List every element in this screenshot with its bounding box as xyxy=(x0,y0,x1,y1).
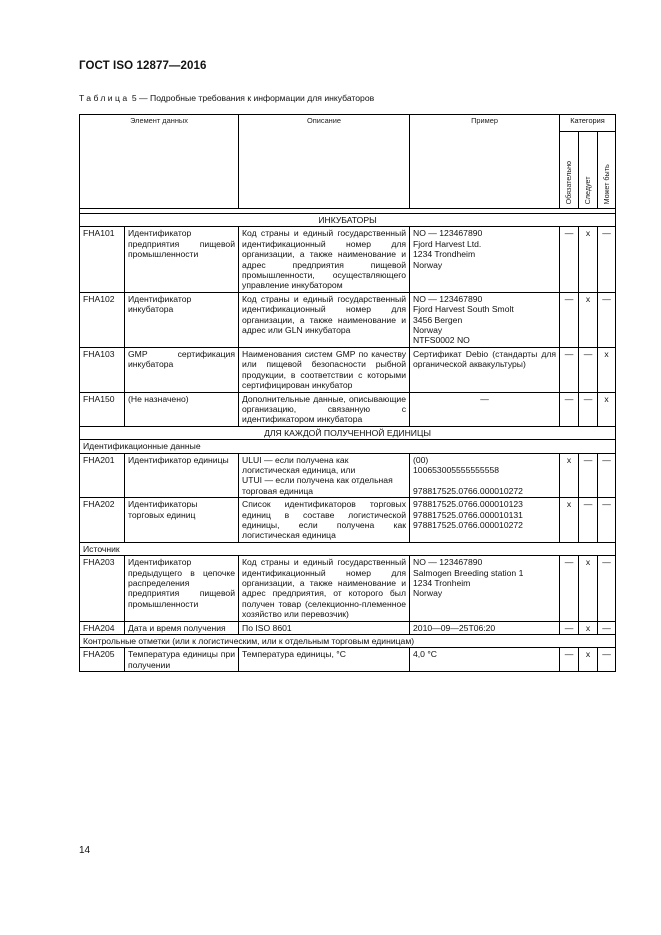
example-line: 3456 Bergen xyxy=(413,314,463,325)
row-should: x xyxy=(579,621,598,634)
row-description: Список идентификаторов торговых единиц в составе логистической единицы, если получена как логистическая единица xyxy=(239,498,410,543)
example-line: 978817525.0766.000010272 xyxy=(413,519,523,530)
row-description xyxy=(239,453,410,498)
row-element: Идентификатор единицы xyxy=(125,453,239,498)
row-element: GMP сертификация инкубатора xyxy=(125,347,239,392)
row-mandatory: — xyxy=(560,292,579,347)
row-description: Код страны и единый государственный идентификационный номер для организации, а также наименование и адрес предприятия, от которого был получен товар (селекционно-племенное хозяйство или перевозчик) xyxy=(239,556,410,621)
table-row xyxy=(80,292,616,347)
row-should: x xyxy=(579,556,598,621)
row-may: — xyxy=(598,498,616,543)
subsection-row xyxy=(80,635,616,648)
row-example: 4,0 °С xyxy=(410,648,560,672)
header-should: Следует xyxy=(582,176,592,204)
example-line: 978817525.0766.000010131 xyxy=(413,509,523,520)
row-code: FHA202 xyxy=(80,498,125,543)
example-line: 978817525.0766.000010272 xyxy=(413,485,523,496)
row-element: Идентификатор инкубатора xyxy=(125,292,239,347)
row-code: FHA102 xyxy=(80,292,125,347)
row-example: 2010—09—25T06:20 xyxy=(410,621,560,634)
example-line: NO — 123467890 xyxy=(413,293,483,304)
example-line: 1234 Tronheim xyxy=(413,578,471,588)
row-mandatory: — xyxy=(560,347,579,392)
header-category: Категория xyxy=(560,115,616,132)
row-should: x xyxy=(579,292,598,347)
section-row xyxy=(80,426,616,439)
example-line: (00) xyxy=(413,454,429,465)
row-description: Наименования систем GMP по качеству или пищевой безопасности рыбной продукции, в соответствии с которыми сертифицирован инкубатор xyxy=(239,347,410,392)
table-caption-text: 5 — Подробные требования к информации для инкубаторов xyxy=(129,93,375,103)
header-mandatory-cell xyxy=(560,132,579,209)
header-may-cell xyxy=(598,132,616,209)
row-mandatory: — xyxy=(560,227,579,292)
row-description: По ISO 8601 xyxy=(239,621,410,634)
section-control: Контрольные отметки (или к логистическим, или к отдельным торговым единицам) xyxy=(80,635,616,648)
example-line: NTFS0002 NO xyxy=(413,335,470,346)
row-code: FHA103 xyxy=(80,347,125,392)
row-mandatory: — xyxy=(560,392,579,426)
row-may: x xyxy=(598,392,616,426)
row-example xyxy=(410,227,560,292)
row-mandatory: — xyxy=(560,556,579,621)
section-incubators: ИНКУБАТОРЫ xyxy=(80,214,616,227)
row-description: Дополнительные данные, описывающие организацию, связанную с идентификатором инкубатора xyxy=(239,392,410,426)
table-row xyxy=(80,227,616,292)
row-should: — xyxy=(579,498,598,543)
description-line: UTUI — если получена как отдельная торговая единица xyxy=(242,475,393,496)
row-may: — xyxy=(598,227,616,292)
document-title: ГОСТ ISO 12877—2016 xyxy=(79,60,207,72)
row-mandatory: — xyxy=(560,648,579,672)
table-row xyxy=(80,392,616,426)
page-number: 14 xyxy=(79,845,91,856)
row-example: Сертификат Debio (стандарты для органической аквакультуры) xyxy=(410,347,560,392)
example-line: Norway xyxy=(413,588,443,599)
header-description: Описание xyxy=(239,115,410,209)
row-element: Идентификаторы торговых единиц xyxy=(125,498,239,543)
row-should: — xyxy=(579,347,598,392)
subsection-row xyxy=(80,542,616,555)
row-may: — xyxy=(598,292,616,347)
row-mandatory: x xyxy=(560,453,579,498)
section-each-unit: ДЛЯ КАЖДОЙ ПОЛУЧЕННОЙ ЕДИНИЦЫ xyxy=(80,426,616,439)
table-row xyxy=(80,453,616,498)
section-source: Источник xyxy=(80,542,616,555)
row-code: FHA201 xyxy=(80,453,125,498)
row-description: Температура единицы, °С xyxy=(239,648,410,672)
row-example xyxy=(410,292,560,347)
header-example: Пример xyxy=(410,115,560,209)
row-example: — xyxy=(410,392,560,426)
subsection-row xyxy=(80,440,616,453)
row-description: Код страны и единый государственный идентификационный номер для организации, а также наименование и адрес предприятия пищевой промышленности, осуществляющего управление инкубатором xyxy=(239,227,410,292)
header-mandatory: Обязательно xyxy=(563,160,573,204)
header-should-cell xyxy=(579,132,598,209)
example-line: 1234 Trondheim xyxy=(413,249,476,260)
section-row xyxy=(80,214,616,227)
example-line: 978817525.0766.000010123 xyxy=(413,499,523,510)
row-element: Идентификатор предприятия пищевой промышленности xyxy=(125,227,239,292)
row-element: Температура единицы при получении xyxy=(125,648,239,672)
example-line: NO — 123467890 xyxy=(413,557,483,568)
row-example xyxy=(410,498,560,543)
row-may: — xyxy=(598,648,616,672)
row-code: FHA101 xyxy=(80,227,125,292)
table-row xyxy=(80,556,616,621)
section-identification: Идентификационные данные xyxy=(80,440,616,453)
row-should: — xyxy=(579,392,598,426)
row-mandatory: — xyxy=(560,621,579,634)
row-code: FHA150 xyxy=(80,392,125,426)
requirements-table xyxy=(79,114,616,672)
header-may: Может быть xyxy=(601,163,611,204)
table-caption xyxy=(79,93,374,103)
row-may: x xyxy=(598,347,616,392)
row-element: (Не назначено) xyxy=(125,392,239,426)
description-line: ULUI — если получена как логистическая единица, или xyxy=(242,454,356,475)
example-line: Fjord Harvest Ltd. xyxy=(413,238,482,249)
row-code: FHA204 xyxy=(80,621,125,634)
row-code: FHA203 xyxy=(80,556,125,621)
row-may: — xyxy=(598,621,616,634)
row-should: — xyxy=(579,453,598,498)
row-element: Идентификатор предыдущего в цепочке распределения предприятия пищевой промышленности xyxy=(125,556,239,621)
row-mandatory: x xyxy=(560,498,579,543)
row-element: Дата и время получения xyxy=(125,621,239,634)
example-line: Fjord Harvest South Smolt xyxy=(413,304,514,315)
row-may: — xyxy=(598,453,616,498)
example-line: Norway xyxy=(413,325,443,336)
header-element: Элемент данных xyxy=(80,115,239,209)
table-caption-prefix: Таблица xyxy=(79,93,130,103)
row-may: — xyxy=(598,556,616,621)
row-should: x xyxy=(579,648,598,672)
table-row xyxy=(80,347,616,392)
example-line: 100653005555555558 xyxy=(413,464,500,475)
table-row xyxy=(80,498,616,543)
example-line: Salmogen Breeding station 1 xyxy=(413,567,524,578)
row-should: x xyxy=(579,227,598,292)
row-example xyxy=(410,556,560,621)
example-line xyxy=(413,475,556,485)
table-row xyxy=(80,648,616,672)
row-description: Код страны и единый государственный идентификационный номер для организации, а также наименование и адрес или GLN инкубатора xyxy=(239,292,410,347)
example-line: Norway xyxy=(413,259,443,270)
row-code: FHA205 xyxy=(80,648,125,672)
table-row xyxy=(80,621,616,634)
row-example xyxy=(410,453,560,498)
example-line: NO — 123467890 xyxy=(413,228,483,239)
